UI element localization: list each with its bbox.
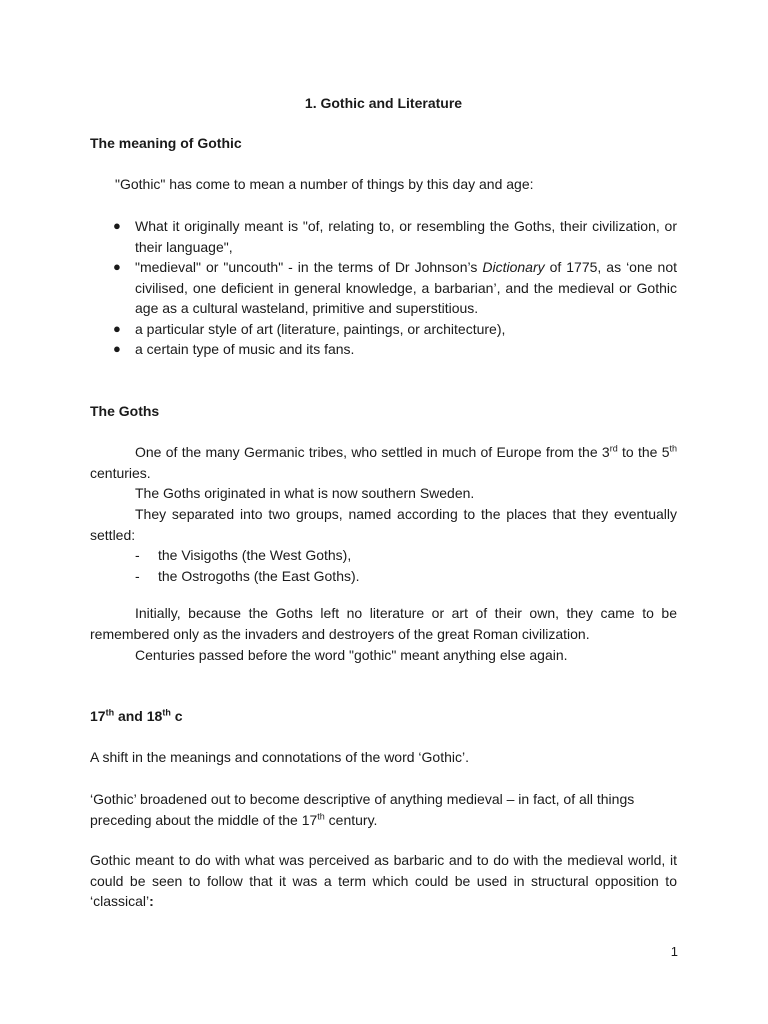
intro-paragraph: "Gothic" has come to mean a number of things by this day and age:	[115, 176, 534, 192]
goths-paragraph-4: Initially, because the Goths left no literature or art of their own, they came to be remembered only as the invaders and destroyers of the great Roman civilization.	[90, 605, 677, 642]
list-item: ● a particular style of art (literature, paintings, or architecture),	[90, 319, 677, 340]
list-item: ● What it originally meant is "of, relating to, or resembling the Goths, their civilization, or their language",	[113, 218, 677, 255]
bullet-icon: ●	[113, 259, 121, 274]
list-item: - the Ostrogoths (the East Goths).	[90, 566, 677, 587]
document-title: 1. Gothic and Literature	[304, 95, 463, 111]
dash-marker: -	[135, 547, 140, 563]
heading-the-goths: The Goths	[90, 403, 160, 419]
goths-dash-list	[90, 545, 677, 586]
list-item: ● "medieval" or "uncouth" - in the terms of Dr Johnson’s Dictionary of 1775, as ‘one not civilised, one deficient in general knowledge, a barbarian’, and the medieval or Gothic age as a cultural wasteland, primitive and superstitious.	[113, 259, 678, 316]
list-item: ● a certain type of music and its fans.	[90, 339, 677, 360]
bullet-icon: ●	[113, 341, 121, 356]
bullet-icon: ●	[113, 320, 121, 336]
goths-paragraph-3: They separated into two groups, named according to the places that they eventually settled:	[90, 506, 677, 543]
dictionary-title: Dictionary	[482, 259, 545, 275]
page-number: 1	[670, 944, 678, 959]
dash-marker: -	[135, 567, 140, 584]
broadened-paragraph: ‘Gothic’ broadened out to become descriptive of anything medieval – in fact, of all things preceding about the middle of the 17th century.	[90, 791, 635, 828]
shift-paragraph: A shift in the meanings and connotations of the word ‘Gothic’.	[90, 749, 470, 765]
meaning-bullet-list	[90, 216, 677, 360]
heading-meaning-of-gothic: The meaning of Gothic	[90, 135, 242, 151]
goths-paragraph-1: One of the many Germanic tribes, who settled in much of Europe from the 3rd to the 5th centuries.	[90, 443, 677, 481]
goths-paragraph-5: Centuries passed before the word "gothic" meant anything else again.	[135, 647, 568, 663]
goths-paragraph-2: The Goths originated in what is now southern Sweden.	[135, 485, 475, 501]
heading-17th-18th-c: 17th and 18th c	[90, 707, 183, 724]
bullet-icon: ●	[113, 218, 121, 233]
list-item: - the Visigoths (the West Goths),	[90, 545, 677, 566]
opposition-paragraph: Gothic meant to do with what was perceived as barbaric and to do with the medieval world, it could be seen to follow that it was a term which could be used in structural opposition to ‘classical’:	[90, 852, 677, 909]
